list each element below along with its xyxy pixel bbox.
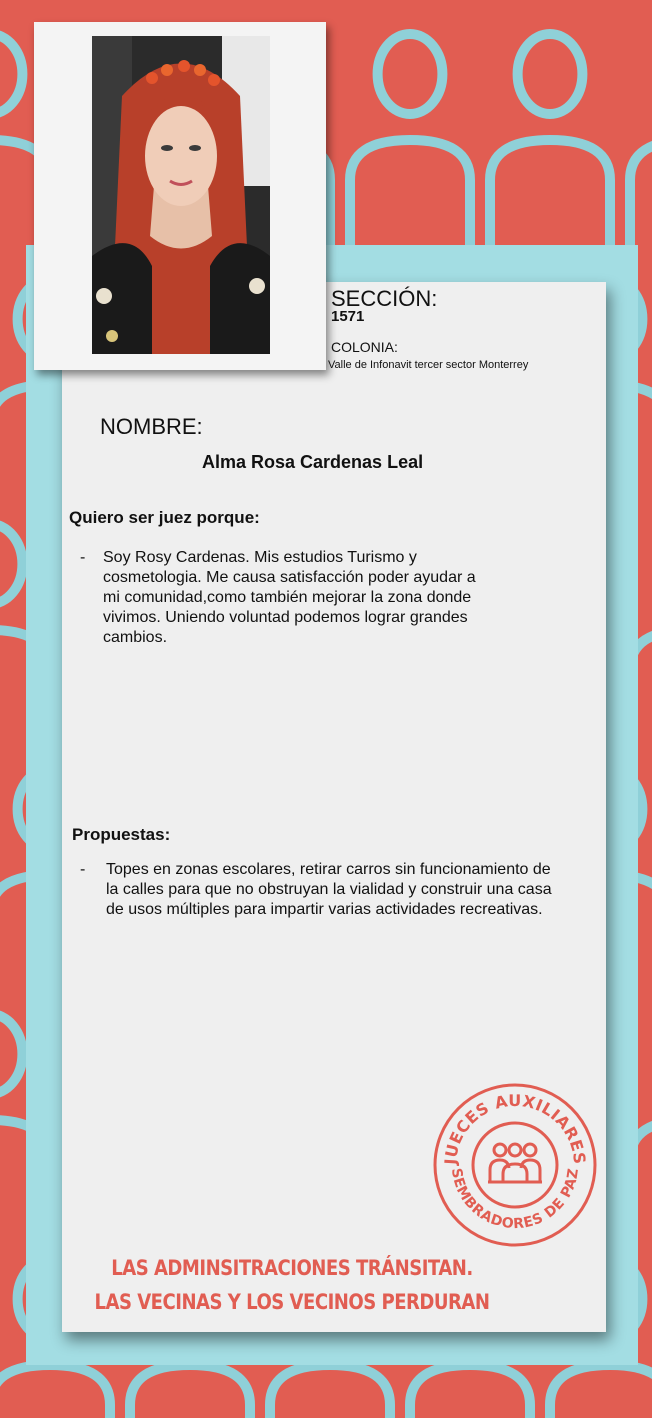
slogan-line-1: LAS ADMINSITRACIONES TRÁNSITAN. — [111, 1256, 473, 1280]
portrait-photo — [92, 36, 270, 354]
nombre-value: Alma Rosa Cardenas Leal — [202, 452, 424, 472]
propuestas-heading: Propuestas: — [72, 825, 171, 844]
svg-text:SEMBRADORES DE PAZ — [448, 1167, 582, 1232]
porque-text: Soy Rosy Cardenas. Mis estudios Turismo y cosmetologia. Me causa satisfacción poder ayudar a mi comunidad,como también mejorar la zona donde vivimos. Uniendo voluntad podemos lograr grandes cambios. — [103, 549, 476, 646]
list-item — [80, 548, 480, 648]
porque-heading: Quiero ser juez porque: — [69, 508, 260, 527]
pattern-person-shape — [350, 34, 470, 280]
porque-list — [80, 548, 480, 648]
nombre-label: NOMBRE: — [100, 414, 203, 439]
slogan-line-2: LAS VECINAS Y LOS VECINOS PERDURAN — [94, 1290, 490, 1314]
propuestas-list — [80, 860, 560, 920]
bullet-dash: - — [80, 861, 86, 878]
portrait-photo-icon — [92, 36, 270, 354]
bullet-dash: - — [80, 549, 86, 566]
colonia-value: Valle de Infonavit tercer sector Monterrey — [328, 359, 529, 371]
photo-frame — [34, 22, 326, 370]
jueces-auxiliares-stamp — [432, 1082, 598, 1248]
seccion-value: 1571 — [331, 308, 365, 325]
colonia-label: COLONIA: — [331, 339, 398, 355]
propuestas-text: Topes en zonas escolares, retirar carros sin funcionamiento de la calles para que no obstruyan la vialidad y construir una casa de usos múltiples para impartir varias actividades recreativas. — [106, 861, 552, 918]
people-group-icon — [488, 1144, 542, 1182]
stamp-bottom-text: SEMBRADORES DE PAZ — [447, 1167, 583, 1233]
seccion-label: SECCIÓN: — [331, 286, 438, 311]
pattern-person-shape — [490, 34, 610, 280]
list-item — [80, 860, 560, 920]
pattern-person-shape — [630, 34, 652, 280]
stamp-top-text: JUECES AUXILIARES — [440, 1090, 590, 1166]
